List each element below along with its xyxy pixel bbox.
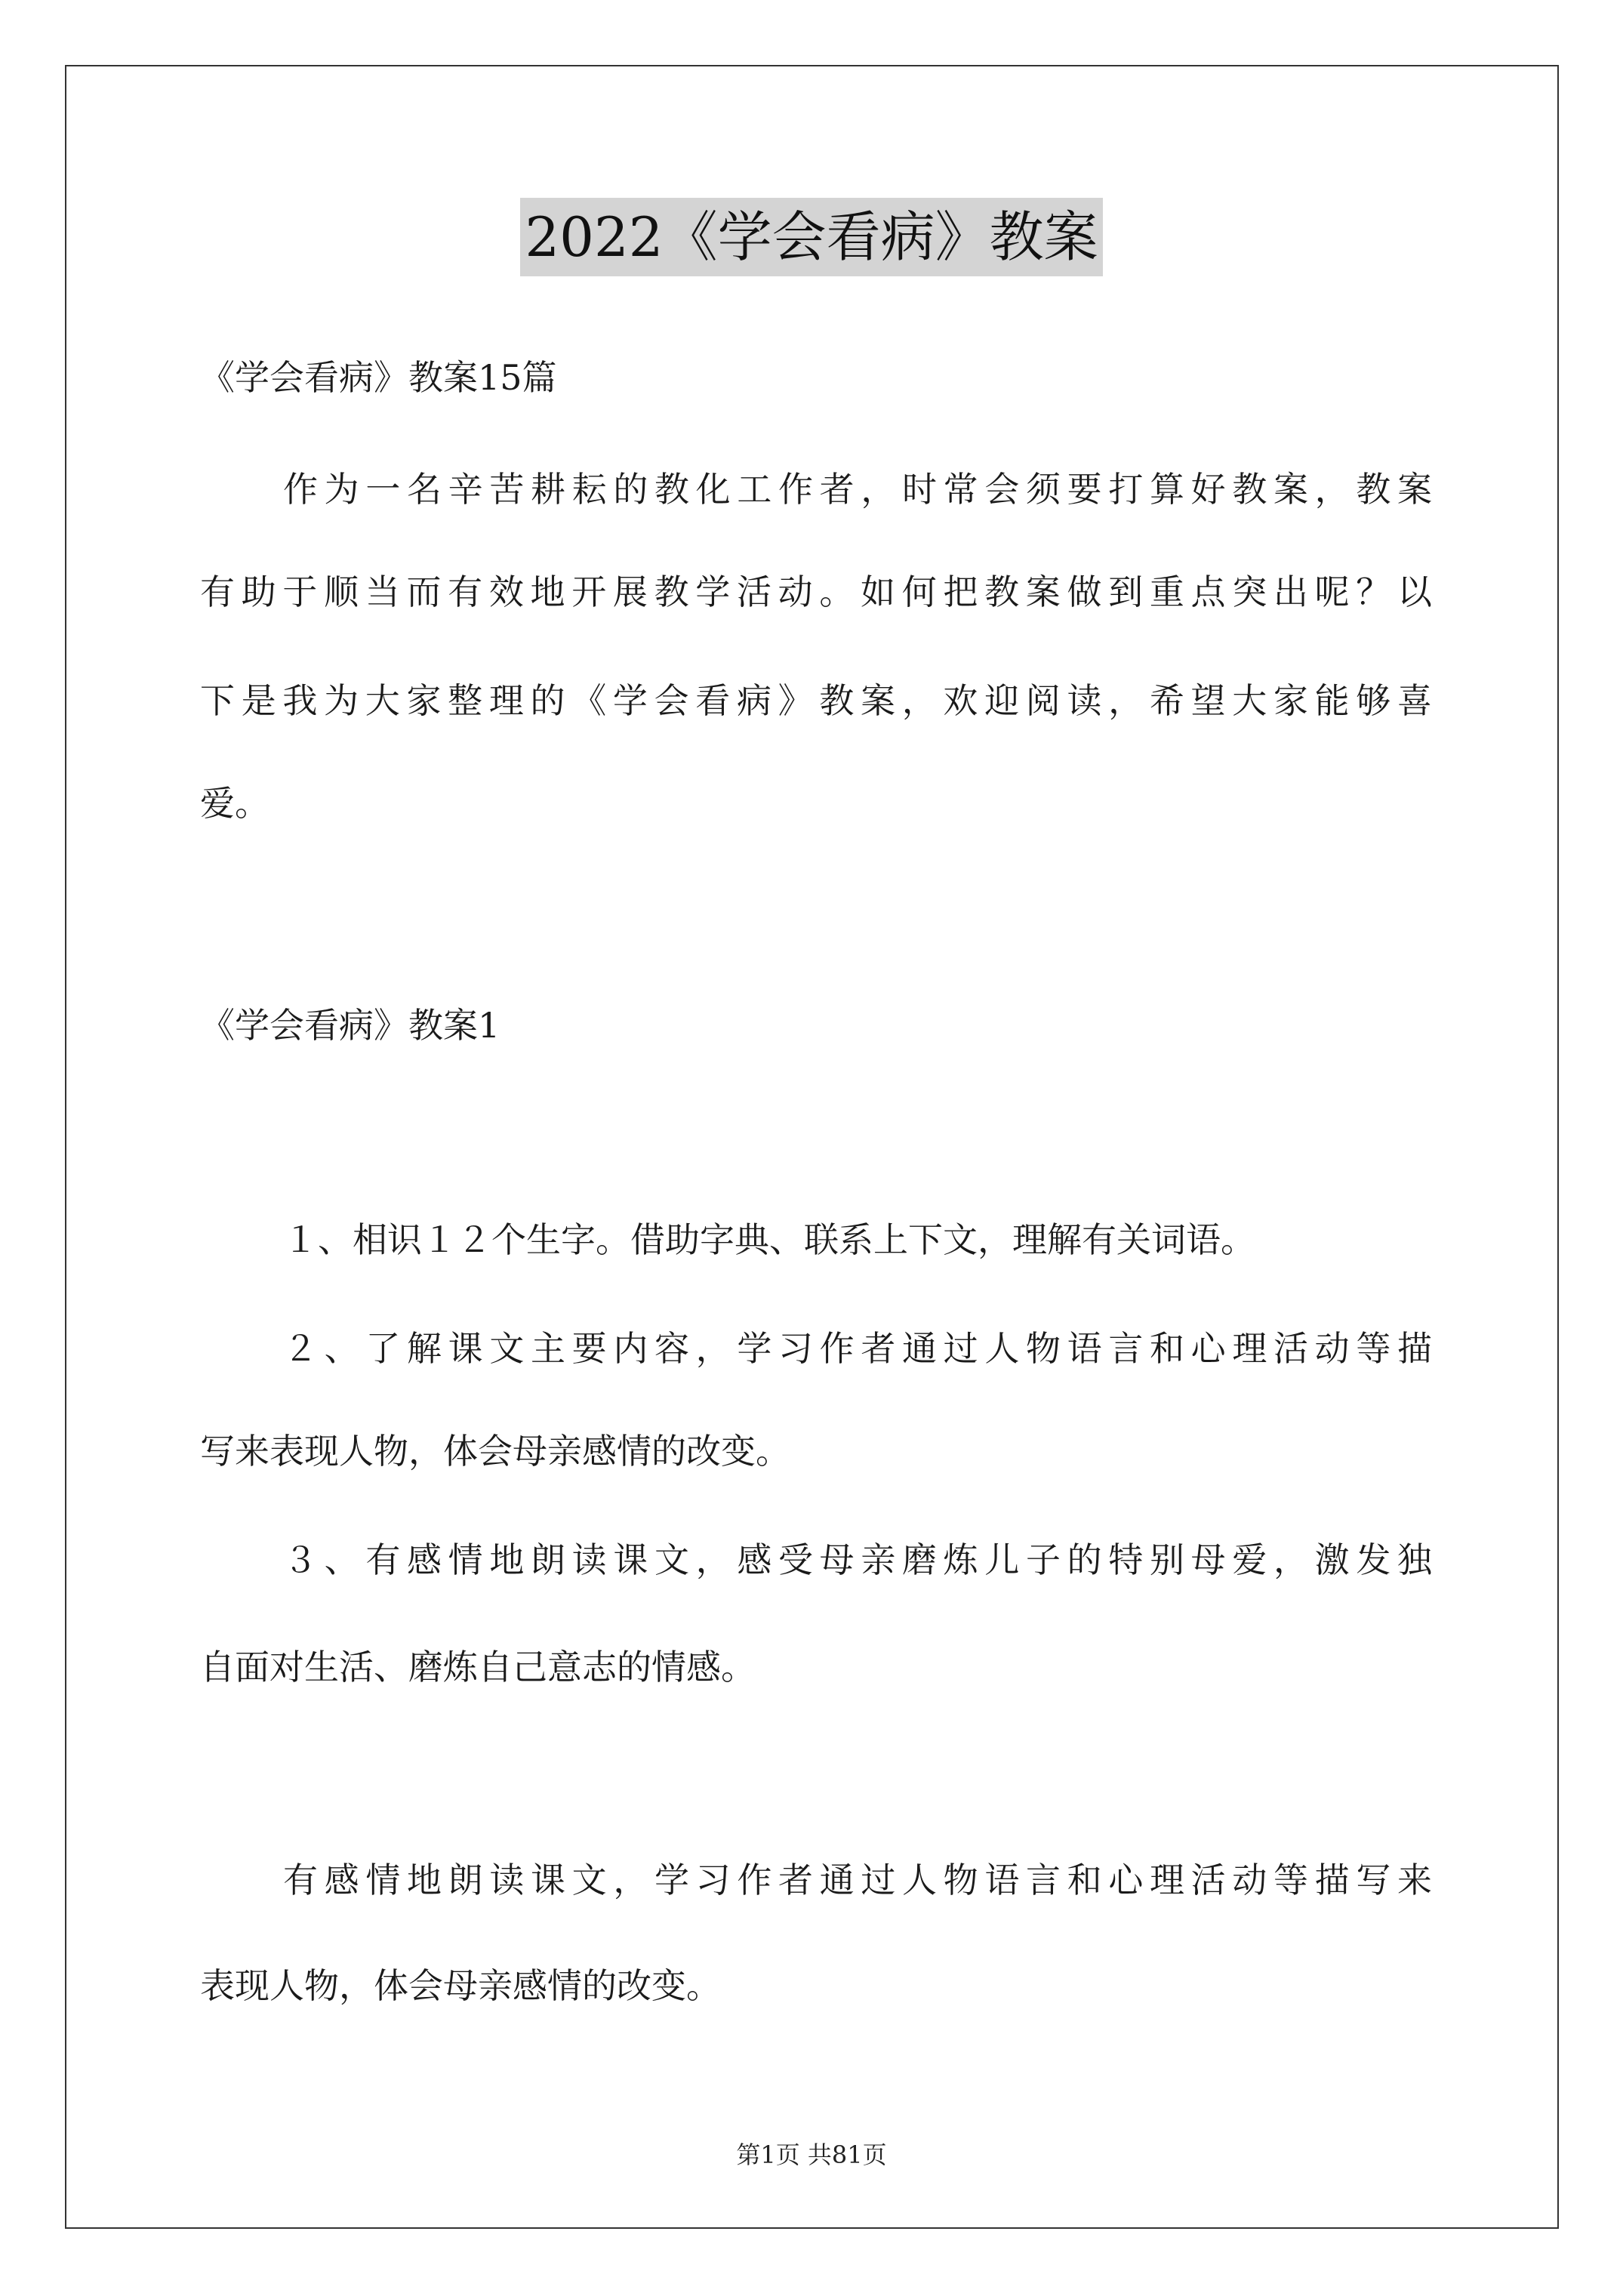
page-footer: 第1页 共81页 bbox=[736, 2140, 887, 2169]
intro-line-2: 有助于顺当而有效地开展教学活动。如何把教案做到重点突出呢？以 bbox=[200, 572, 1432, 612]
goal-line-3: 写来表现人物，体会母亲感情的改变。 bbox=[200, 1431, 790, 1472]
goal-line-4: ３、有感情地朗读课文，感受母亲磨炼儿子的特别母爱，激发独 bbox=[283, 1539, 1432, 1580]
focus-line-2: 表现人物，体会母亲感情的改变。 bbox=[200, 1965, 721, 2006]
focus-line-1: 有感情地朗读课文，学习作者通过人物语言和心理活动等描写来 bbox=[283, 1860, 1432, 1900]
section-heading: 《学会看病》教案1 bbox=[200, 1005, 500, 1046]
intro-line-4: 爱。 bbox=[200, 783, 269, 824]
intro-line-3: 下是我为大家整理的《学会看病》教案，欢迎阅读，希望大家能够喜 bbox=[200, 680, 1432, 721]
subtitle: 《学会看病》教案15篇 bbox=[200, 357, 557, 398]
intro-line-1: 作为一名辛苦耕耘的教化工作者，时常会须要打算好教案，教案 bbox=[283, 469, 1432, 510]
goal-line-1: １、相识１２个生字。借助字典、联系上下文，理解有关词语。 bbox=[283, 1219, 1255, 1260]
title-container bbox=[0, 198, 1623, 276]
goal-line-2: ２、了解课文主要内容，学习作者通过人物语言和心理活动等描 bbox=[283, 1328, 1432, 1369]
document-title: 2022《学会看病》教案 bbox=[520, 198, 1102, 276]
goal-line-5: 自面对生活、磨炼自己意志的情感。 bbox=[200, 1647, 756, 1687]
